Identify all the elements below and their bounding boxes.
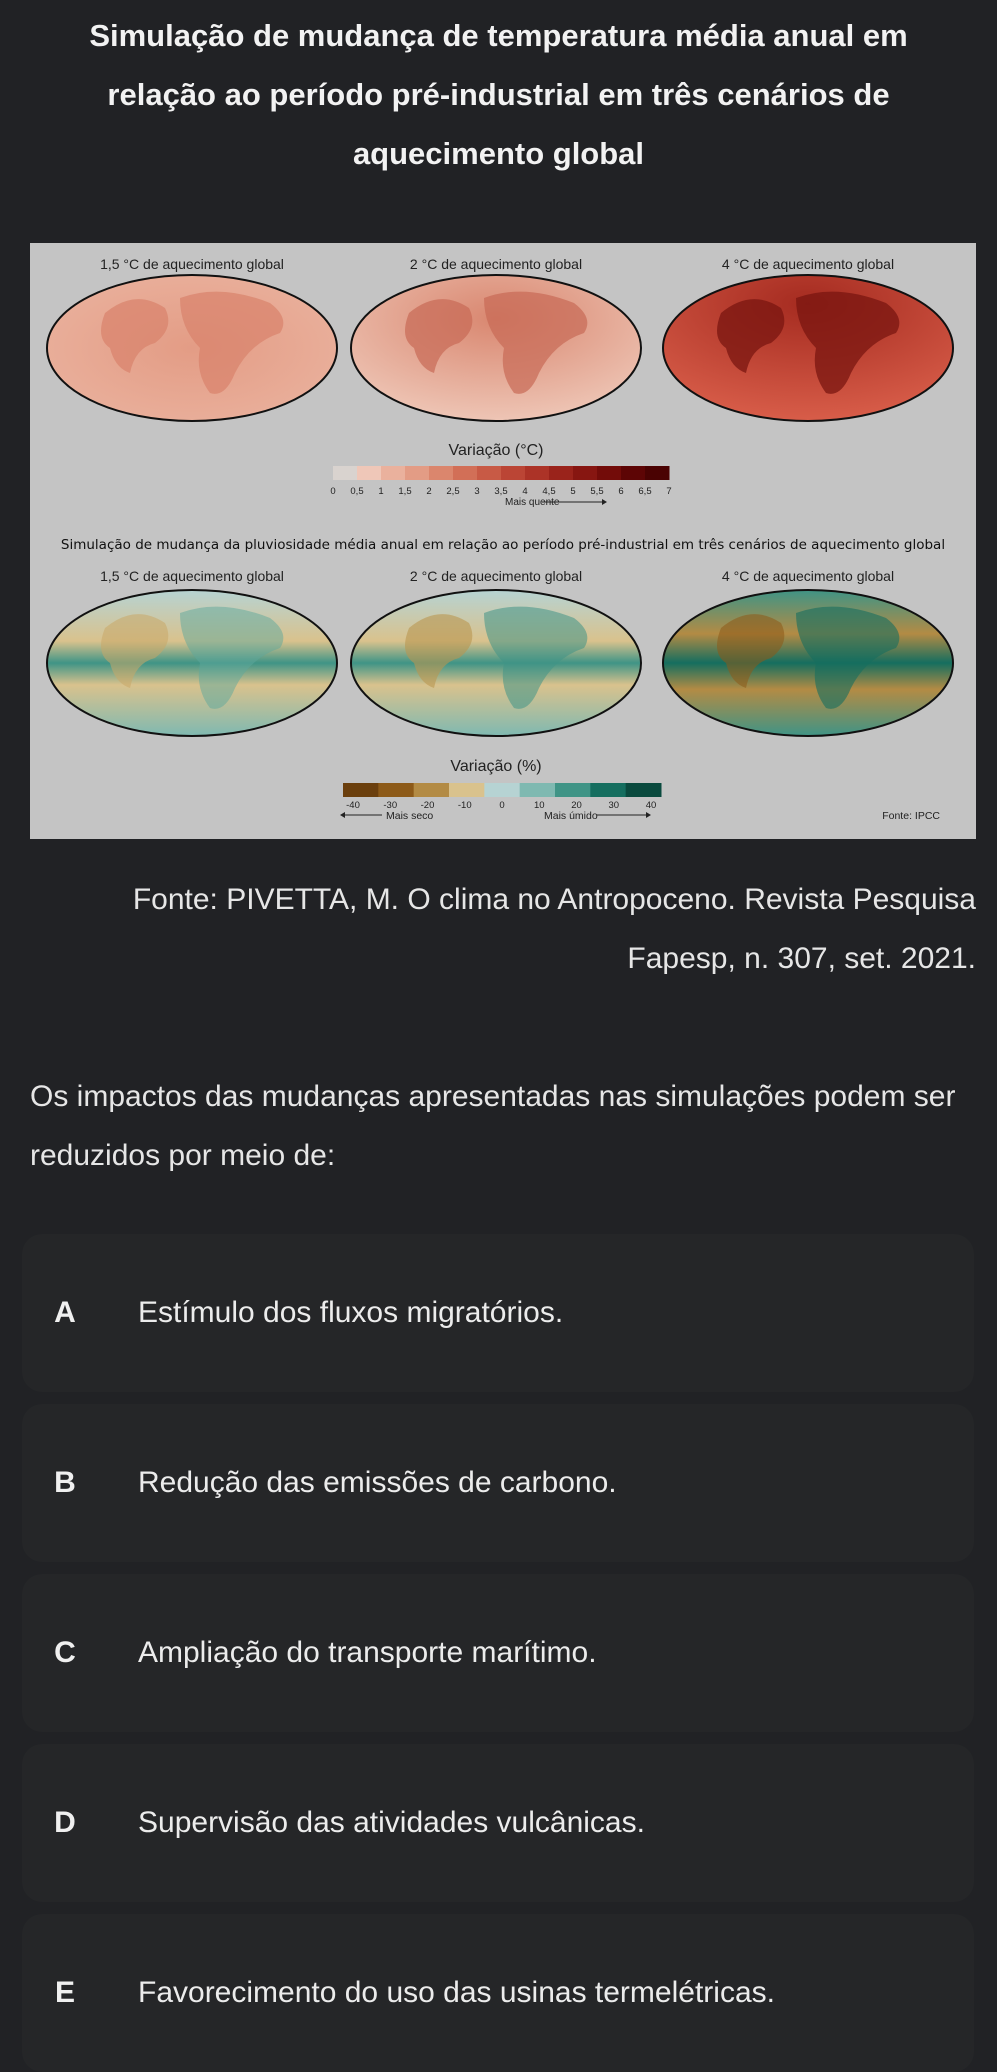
option-b[interactable] xyxy=(22,1404,974,1562)
temp-arrow-label: Mais quente xyxy=(505,497,560,508)
precip-map-title-2: 2 °C de aquecimento global xyxy=(409,568,583,584)
precip-tick-label: -10 xyxy=(457,800,472,811)
temp-tick-label: 5 xyxy=(570,486,576,497)
temp-tick-label: 1 xyxy=(378,486,384,497)
temp-map-title-1: 1,5 °C de aquecimento global xyxy=(100,256,284,272)
wet-label: Mais úmido xyxy=(544,810,598,822)
temp-scale-swatch xyxy=(357,466,382,480)
temp-scale-swatch xyxy=(429,466,454,480)
precip-scale-swatch xyxy=(590,783,626,797)
temp-tick-label: 0 xyxy=(330,486,336,497)
temp-scale-swatch xyxy=(477,466,502,480)
option-text: Redução das emissões de carbono. xyxy=(138,1466,617,1499)
source-citation: Fonte: PIVETTA, M. O clima no Antropoceno. Revista Pesquisa Fapesp, n. 307, set. 2021. xyxy=(132,883,976,975)
temp-arrow-head xyxy=(602,499,607,505)
temp-map-2 xyxy=(351,275,641,421)
temp-tick-label: 6 xyxy=(618,486,624,497)
precip-tick-label: 10 xyxy=(533,800,545,811)
temp-tick-label: 7 xyxy=(666,486,672,497)
temp-tick-label: 2,5 xyxy=(446,486,460,497)
temp-color-scale xyxy=(333,466,670,480)
precip-map-title-3: 4 °C de aquecimento global xyxy=(721,568,895,584)
precip-map-3 xyxy=(663,590,953,736)
precip-tick-label: 40 xyxy=(645,800,657,811)
precip-map-1 xyxy=(47,590,337,736)
precip-tick-label: -20 xyxy=(420,800,435,811)
temp-legend-title: Variação (°C) xyxy=(448,442,544,459)
climate-figure xyxy=(30,243,976,839)
temp-tick-label: 3,5 xyxy=(494,486,508,497)
dry-label: Mais seco xyxy=(386,810,434,822)
option-letter: A xyxy=(54,1296,76,1329)
temp-map-1 xyxy=(47,275,337,421)
temp-tick-label: 5,5 xyxy=(590,486,604,497)
option-letter: E xyxy=(54,1976,75,2009)
temp-map-title-2: 2 °C de aquecimento global xyxy=(409,256,583,272)
precip-scale-swatch xyxy=(378,783,414,797)
precip-tick-label: -40 xyxy=(346,800,360,811)
wet-arrow-head xyxy=(646,812,651,818)
temp-scale-swatch xyxy=(549,466,574,480)
option-letter: B xyxy=(54,1466,76,1499)
option-text: Supervisão das atividades vulcânicas. xyxy=(138,1806,645,1839)
precip-tick-label: 20 xyxy=(571,800,582,811)
temp-scale-swatch xyxy=(597,466,622,480)
precip-scale-swatch xyxy=(343,783,379,797)
precip-map-title-1: 1,5 °C de aquecimento global xyxy=(100,568,284,584)
precip-scale-swatch xyxy=(414,783,450,797)
precip-map-2 xyxy=(351,590,641,736)
precip-title: Simulação de mudança da pluviosidade média anual em relação ao período pré-industrial em três cenários de aquecimento global xyxy=(60,537,946,553)
option-letter: D xyxy=(54,1806,76,1839)
precip-scale-swatch xyxy=(555,783,591,797)
temp-scale-swatch xyxy=(333,466,358,480)
temp-tick-label: 3 xyxy=(474,486,480,497)
temp-scale-ticks xyxy=(330,486,671,497)
precip-tick-label: 0 xyxy=(499,800,505,811)
precip-color-scale xyxy=(343,783,662,797)
temp-scale-swatch xyxy=(405,466,430,480)
precip-tick-label: 30 xyxy=(608,800,620,811)
option-letter: C xyxy=(54,1636,76,1669)
option-text: Ampliação do transporte marítimo. xyxy=(138,1636,597,1669)
option-d[interactable] xyxy=(22,1744,974,1902)
figure-credit: Fonte: IPCC xyxy=(882,810,940,822)
temp-scale-swatch xyxy=(453,466,478,480)
temp-map-title-3: 4 °C de aquecimento global xyxy=(721,256,895,272)
temp-tick-label: 0,5 xyxy=(350,486,364,497)
precip-tick-label: -30 xyxy=(383,800,398,811)
temp-scale-swatch xyxy=(645,466,670,480)
temp-tick-label: 4 xyxy=(522,486,528,497)
precip-legend-title: Variação (%) xyxy=(450,758,542,775)
option-text: Favorecimento do uso das usinas termelétricas. xyxy=(138,1976,775,2009)
temp-tick-label: 1,5 xyxy=(398,486,412,497)
temp-tick-label: 6,5 xyxy=(638,486,652,497)
option-e[interactable] xyxy=(22,1914,974,2072)
dry-arrow-head xyxy=(340,812,345,818)
option-text: Estímulo dos fluxos migratórios. xyxy=(138,1296,564,1329)
temp-tick-label: 2 xyxy=(426,486,432,497)
page-title: Simulação de mudança de temperatura média anual em relação ao período pré-industrial em três cenários de aquecimento global xyxy=(89,18,908,171)
question-text: Os impactos das mudanças apresentadas nas simulações podem ser reduzidos por meio de: xyxy=(30,1080,956,1172)
temp-scale-swatch xyxy=(573,466,598,480)
precip-scale-swatch xyxy=(520,783,556,797)
option-c[interactable] xyxy=(22,1574,974,1732)
precip-scale-swatch xyxy=(449,783,485,797)
temp-scale-swatch xyxy=(621,466,646,480)
temp-scale-swatch xyxy=(525,466,550,480)
temp-scale-swatch xyxy=(381,466,406,480)
temp-scale-swatch xyxy=(501,466,526,480)
temp-map-3 xyxy=(663,275,953,421)
temp-tick-label: 4,5 xyxy=(542,486,556,497)
precip-scale-swatch xyxy=(626,783,662,797)
climate-maps-svg xyxy=(30,243,976,839)
precip-scale-swatch xyxy=(484,783,520,797)
option-a[interactable] xyxy=(22,1234,974,1392)
